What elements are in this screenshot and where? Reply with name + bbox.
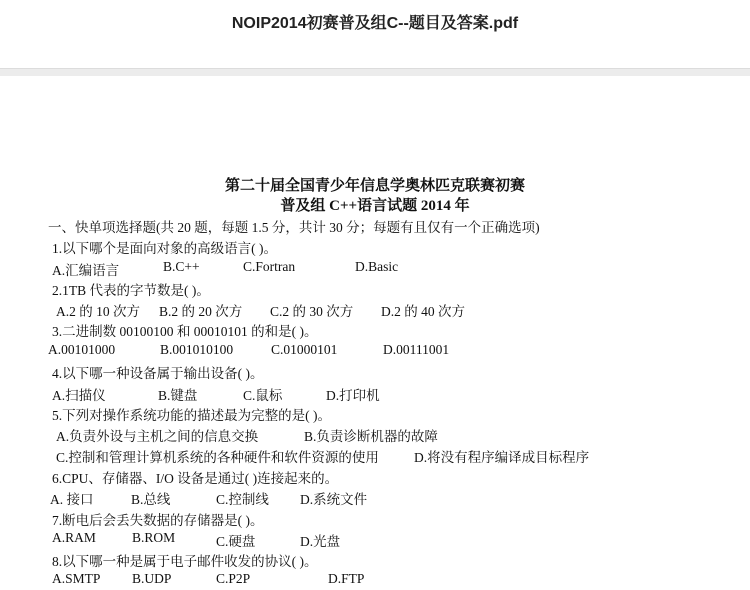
question-2-option-b: B.2 的 20 次方 xyxy=(159,304,243,319)
question-5-option-b: B.负责诊断机器的故障 xyxy=(304,429,438,444)
question-1-option-c: C.Fortran xyxy=(243,259,296,274)
question-4-option-b: B.键盘 xyxy=(158,388,198,403)
question-8-option-d: D.FTP xyxy=(328,571,365,586)
question-4: 4.以下哪一种设备属于输出设备( )。 xyxy=(52,366,264,381)
question-4-option-d: D.打印机 xyxy=(326,388,380,403)
question-6-option-a: A. 接口 xyxy=(50,492,94,507)
section-instruction: 一、快单项选择题(共 20 题，每题 1.5 分，共计 30 分；每题有且仅有一个正确选项) xyxy=(48,220,540,235)
file-title: NOIP2014初赛普及组C--题目及答案.pdf xyxy=(231,15,519,32)
question-4-option-c: C.鼠标 xyxy=(243,388,283,403)
question-5-option-d: D.将没有程序编译成目标程序 xyxy=(414,450,590,465)
document-subheading: 普及组 C++语言试题 2014 年 xyxy=(280,198,470,214)
question-7-option-a: A.RAM xyxy=(52,530,96,545)
question-6-option-d: D.系统文件 xyxy=(300,492,368,507)
question-8-option-b: B.UDP xyxy=(132,571,172,586)
question-5-option-c: C.控制和管理计算机系统的各种硬件和软件资源的使用 xyxy=(56,450,379,465)
question-8-option-a: A.SMTP xyxy=(52,571,101,586)
question-2-option-a: A.2 的 10 次方 xyxy=(56,304,140,319)
question-5-option-a: A.负责外设与主机之间的信息交换 xyxy=(56,429,259,444)
document-heading: 第二十届全国青少年信息学奥林匹克联赛初赛 xyxy=(224,178,525,194)
question-2-option-c: C.2 的 30 次方 xyxy=(270,304,354,319)
question-7-option-d: D.光盘 xyxy=(300,534,341,549)
question-7: 7.断电后会丢失数据的存储器是( )。 xyxy=(52,513,264,528)
question-1: 1.以下哪个是面向对象的高级语言( )。 xyxy=(52,241,277,256)
question-1-option-d: D.Basic xyxy=(355,259,399,274)
question-1-option-a: A.汇编语言 xyxy=(52,263,120,278)
question-2: 2.1TB 代表的字节数是( )。 xyxy=(52,283,210,298)
question-8-option-c: C.P2P xyxy=(216,571,251,586)
question-6-option-b: B.总线 xyxy=(131,492,171,507)
question-8: 8.以下哪一种是属于电子邮件收发的协议( )。 xyxy=(52,554,318,569)
viewer-header xyxy=(0,0,750,70)
question-2-option-d: D.2 的 40 次方 xyxy=(381,304,465,319)
question-6: 6.CPU、存储器、I/O 设备是通过( )连接起来的。 xyxy=(52,471,339,486)
question-7-option-b: B.ROM xyxy=(132,530,176,545)
header-divider xyxy=(0,68,750,76)
question-4-option-a: A.扫描仪 xyxy=(52,388,106,403)
question-6-option-c: C.控制线 xyxy=(216,492,269,507)
question-5: 5.下列对操作系统功能的描述最为完整的是( )。 xyxy=(52,408,331,423)
question-3-option-b: B.001010100 xyxy=(160,342,234,357)
question-3-option-c: C.01000101 xyxy=(271,342,338,357)
question-3: 3.二进制数 00100100 和 00010101 的和是( )。 xyxy=(52,324,318,339)
question-1-option-b: B.C++ xyxy=(163,259,200,274)
question-7-option-c: C.硬盘 xyxy=(216,534,256,549)
question-3-option-a: A.00101000 xyxy=(48,342,116,357)
question-3-option-d: D.00111001 xyxy=(383,342,450,357)
